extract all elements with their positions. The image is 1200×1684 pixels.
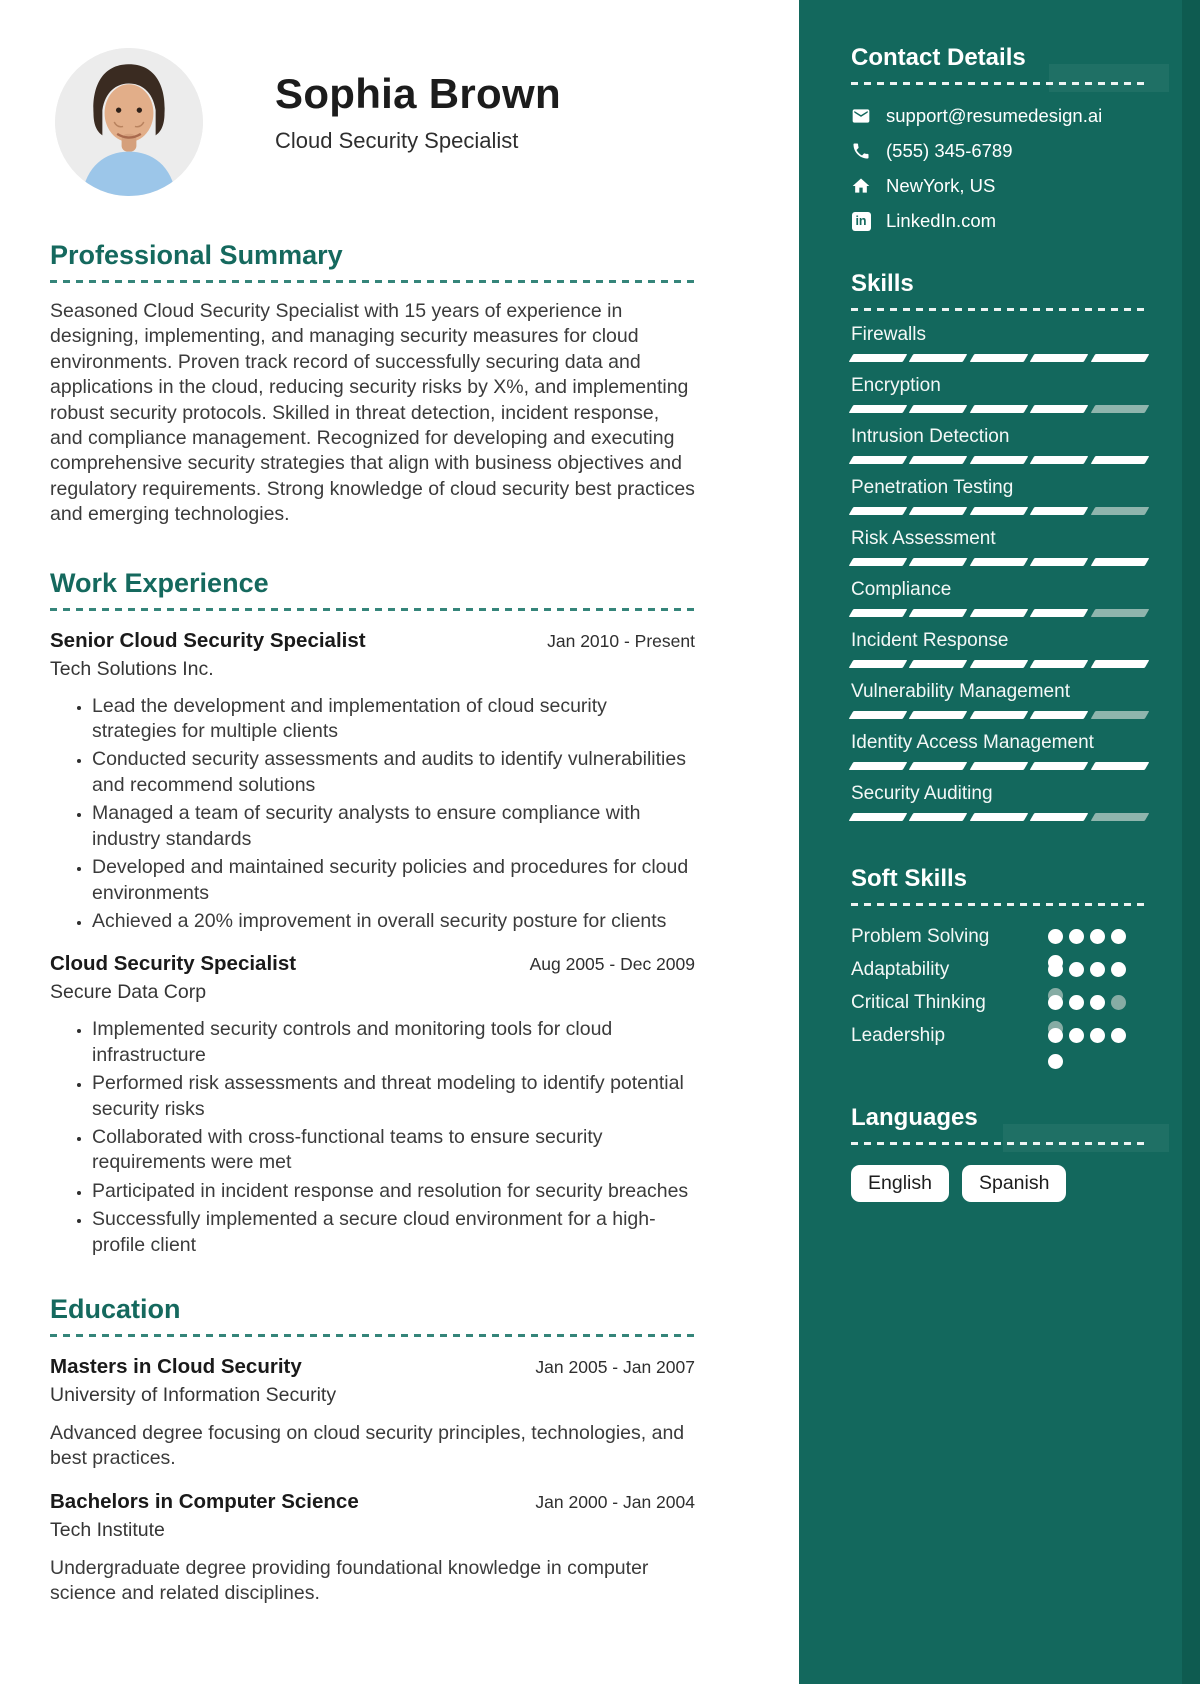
job-bullets — [50, 1017, 695, 1258]
education-entry — [50, 1490, 695, 1607]
job-bullet: • Developed and maintained security policies and procedures for cloud environments — [92, 855, 695, 906]
education-heading: Education — [50, 1293, 181, 1324]
skill-bar — [851, 813, 1147, 821]
header-text — [275, 70, 561, 154]
header — [50, 48, 695, 196]
job-title: Cloud Security Specialist — [50, 952, 297, 976]
skill-name: Compliance — [851, 579, 952, 600]
job-bullet: • Implemented security controls and monitoring tools for cloud infrastructure — [92, 1017, 695, 1068]
soft-skill-dots — [1048, 1028, 1126, 1069]
job-entry — [50, 952, 695, 1258]
job-bullet: • Successfully implemented a secure cloud environment for a high-profile client — [92, 1207, 695, 1258]
skill-item — [851, 630, 1147, 668]
soft-skill-item — [851, 986, 1147, 1019]
summary-text: Seasoned Cloud Security Specialist with 15 years of experience in designing, implementing, and managing security measures for cloud environments. Proven track record of successfully securing data and applications in the cloud, reducing security risks by X%, and implementing robust security protocols. Skilled in threat detection, incident response, and compliance management. Recognized for developing and executing comprehensive security strategies that align with business objectives and regulatory requirements. Strong knowledge of cloud security best practices and emerging technologies. — [50, 300, 695, 526]
skill-name: Security Auditing — [851, 783, 993, 804]
contact-phone-text: (555) 345-6789 — [886, 140, 1013, 161]
linkedin-icon: in — [851, 211, 871, 231]
soft-skills-divider — [851, 903, 1147, 906]
sidebar — [799, 0, 1200, 1684]
skill-bar — [851, 609, 1147, 617]
soft-skill-name: Problem Solving — [851, 925, 990, 947]
job-company: Tech Solutions Inc. — [50, 657, 214, 680]
skill-name: Risk Assessment — [851, 528, 996, 549]
soft-skills-list — [851, 920, 1147, 1052]
profile-subtitle: Cloud Security Specialist — [275, 128, 519, 153]
job-dates: Aug 2005 - Dec 2009 — [529, 954, 695, 975]
education-entry — [50, 1355, 695, 1472]
skill-bar — [851, 456, 1147, 464]
skill-bar — [851, 711, 1147, 719]
job-company: Secure Data Corp — [50, 981, 207, 1004]
contact-location-text: NewYork, US — [886, 175, 996, 196]
job-bullets — [50, 694, 695, 935]
job-dates: Jan 2010 - Present — [547, 630, 695, 651]
job-head — [50, 629, 695, 653]
education-description: Undergraduate degree providing foundational knowledge in computer science and related disciplines. — [50, 1556, 649, 1605]
skill-bar — [851, 660, 1147, 668]
skills-divider — [851, 308, 1147, 311]
education-dates: Jan 2005 - Jan 2007 — [535, 1356, 695, 1377]
job-bullet: • Achieved a 20% improvement in overall security posture for clients — [92, 909, 695, 934]
skill-item — [851, 375, 1147, 413]
experience-divider — [50, 608, 695, 611]
education-divider — [50, 1334, 695, 1337]
phone-icon — [851, 141, 871, 161]
skills-section — [851, 270, 1147, 821]
skills-heading: Skills — [851, 270, 914, 297]
education-dates: Jan 2000 - Jan 2004 — [535, 1491, 695, 1512]
skill-name: Firewalls — [851, 324, 926, 345]
skill-item — [851, 732, 1147, 770]
skill-bar — [851, 354, 1147, 362]
skill-name: Identity Access Management — [851, 732, 1094, 753]
avatar-photo — [55, 48, 203, 196]
job-bullet: • Performed risk assessments and threat modeling to identify potential security risks — [92, 1071, 695, 1122]
skill-item — [851, 783, 1147, 821]
skill-name: Penetration Testing — [851, 477, 1014, 498]
skill-name: Encryption — [851, 375, 941, 396]
soft-skill-item — [851, 1019, 1147, 1052]
skill-item — [851, 426, 1147, 464]
soft-skill-name: Leadership — [851, 1024, 946, 1046]
contact-linkedin[interactable] — [851, 210, 1147, 232]
soft-skills-heading: Soft Skills — [851, 865, 968, 892]
skill-bar — [851, 507, 1147, 515]
languages-section — [851, 1104, 1147, 1202]
languages-heading: Languages — [851, 1104, 978, 1131]
skill-item — [851, 579, 1147, 617]
main-column — [50, 0, 695, 1607]
contact-location — [851, 175, 1147, 197]
summary-heading: Professional Summary — [50, 240, 343, 270]
skill-name: Vulnerability Management — [851, 681, 1070, 702]
job-entry — [50, 629, 695, 935]
summary-divider — [50, 280, 695, 283]
contact-email-text: support@resumedesign.ai — [886, 105, 1103, 126]
soft-skill-item — [851, 920, 1147, 953]
contact-email[interactable] — [851, 105, 1147, 127]
job-bullet: • Collaborated with cross-functional teams to ensure security requirements were met — [92, 1125, 695, 1176]
language-chip-english: English — [851, 1165, 949, 1202]
contact-linkedin-text: LinkedIn.com — [886, 210, 997, 231]
soft-skills-section — [851, 865, 1147, 1052]
language-chips — [851, 1165, 1147, 1202]
school-name: University of Information Security — [50, 1383, 337, 1406]
job-bullet: • Conducted security assessments and audits to identify vulnerabilities and recommend solutions — [92, 747, 695, 798]
soft-skill-name: Adaptability — [851, 958, 950, 980]
job-bullet: • Participated in incident response and resolution for security breaches — [92, 1179, 695, 1204]
page-title: Sophia Brown — [275, 70, 561, 117]
skill-bar — [851, 558, 1147, 566]
sidebar-edge-stripe — [1182, 0, 1200, 1684]
skill-item — [851, 324, 1147, 362]
contact-phone[interactable] — [851, 140, 1147, 162]
skill-bar — [851, 762, 1147, 770]
education-head — [50, 1355, 695, 1379]
skill-name: Incident Response — [851, 630, 1009, 651]
job-bullet: • Managed a team of security analysts to ensure compliance with industry standards — [92, 801, 695, 852]
contact-list — [851, 105, 1147, 232]
degree-title: Bachelors in Computer Science — [50, 1489, 359, 1513]
home-icon — [851, 176, 871, 196]
language-chip-spanish: Spanish — [962, 1165, 1066, 1202]
soft-skill-name: Critical Thinking — [851, 991, 986, 1013]
avatar — [55, 48, 203, 196]
skills-list — [851, 324, 1147, 821]
skill-bar — [851, 405, 1147, 413]
school-name: Tech Institute — [50, 1518, 165, 1541]
education-head — [50, 1490, 695, 1514]
education-description: Advanced degree focusing on cloud security principles, technologies, and best practices. — [50, 1421, 685, 1470]
contact-section — [851, 44, 1147, 232]
experience-heading: Work Experience — [50, 567, 269, 598]
job-title: Senior Cloud Security Specialist — [50, 628, 366, 652]
skill-name: Intrusion Detection — [851, 426, 1010, 447]
job-bullet: • Lead the development and implementation of cloud security strategies for multiple clients — [92, 694, 695, 745]
email-icon — [851, 106, 871, 126]
skill-item — [851, 528, 1147, 566]
job-head — [50, 952, 695, 976]
skill-item — [851, 477, 1147, 515]
contact-heading: Contact Details — [851, 44, 1026, 71]
soft-skill-item — [851, 953, 1147, 986]
degree-title: Masters in Cloud Security — [50, 1354, 302, 1378]
skill-item — [851, 681, 1147, 719]
